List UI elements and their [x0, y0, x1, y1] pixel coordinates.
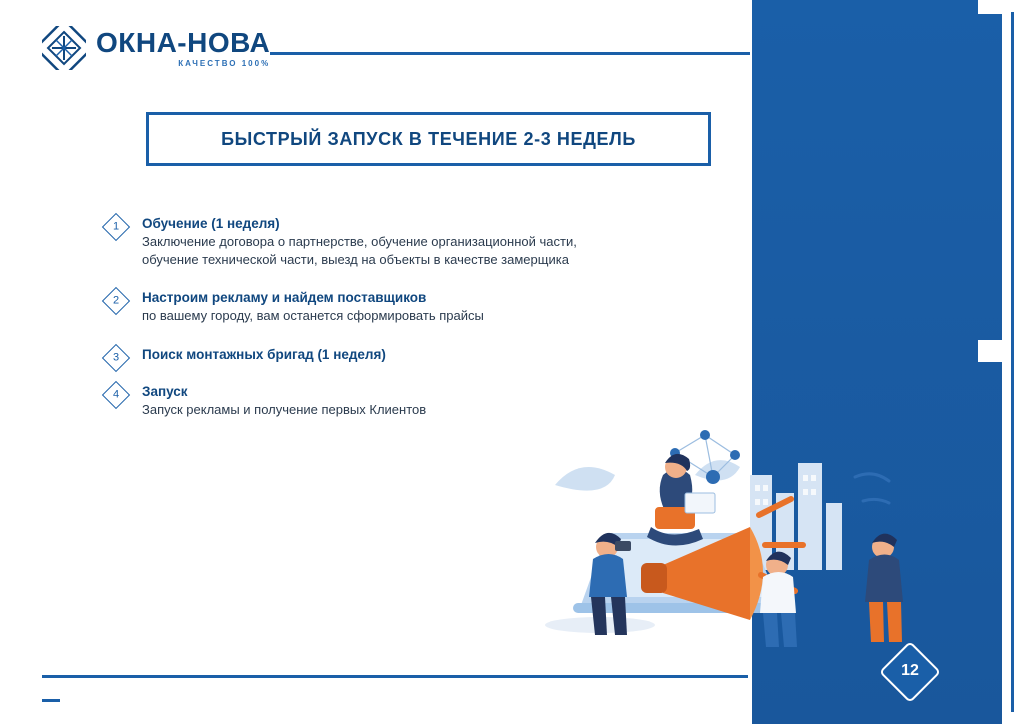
megaphone-marketing-illustration	[545, 415, 945, 660]
page-title: БЫСТРЫЙ ЗАПУСК В ТЕЧЕНИЕ 2-3 НЕДЕЛЬ	[221, 128, 636, 149]
steps-list	[106, 216, 726, 440]
step-number-label: 2	[112, 294, 120, 307]
panel-notch	[978, 0, 1002, 14]
brand-name: ОКНА-НОВА	[96, 26, 271, 58]
page-number-label: 12	[901, 662, 919, 679]
step-description-line: обучение технической части, выезд на объекты в качестве замерщика	[142, 251, 569, 267]
brand-text	[96, 26, 271, 68]
footer-divider-short	[42, 699, 60, 702]
step-number-badge	[102, 287, 130, 315]
step-title: Поиск монтажных бригад (1 неделя)	[142, 346, 386, 362]
brand-logo	[42, 26, 270, 70]
step-description	[142, 307, 726, 325]
step-title: Запуск	[142, 383, 188, 399]
step-title: Настроим рекламу и найдем поставщиков	[142, 290, 427, 306]
step-number-label: 1	[112, 220, 120, 233]
step-title: Обучение (1 неделя)	[142, 216, 280, 231]
step-number-label: 4	[112, 388, 120, 401]
list-item	[106, 347, 726, 362]
step-description-line: по вашему городу, вам останется сформировать прайсы	[142, 308, 484, 324]
step-number-badge	[102, 343, 130, 371]
brand-tagline: КАЧЕСТВО 100%	[178, 58, 271, 68]
step-description-line: Запуск рекламы и получение первых Клиентов	[142, 401, 427, 417]
step-number-badge	[102, 380, 130, 408]
list-item	[106, 216, 726, 268]
panel-notch	[978, 340, 1002, 362]
footer-divider	[42, 675, 748, 678]
diamond-grid-logo-icon	[42, 26, 86, 70]
step-number-label: 3	[112, 351, 120, 364]
list-item	[106, 384, 726, 419]
panel-edge-line	[1011, 12, 1014, 712]
step-description	[142, 233, 726, 268]
header-divider	[270, 52, 750, 55]
slide-title-box	[146, 112, 711, 166]
step-number-badge	[102, 213, 130, 241]
step-description-line: Заключение договора о партнерстве, обучение организационной части,	[142, 234, 577, 249]
list-item	[106, 290, 726, 325]
